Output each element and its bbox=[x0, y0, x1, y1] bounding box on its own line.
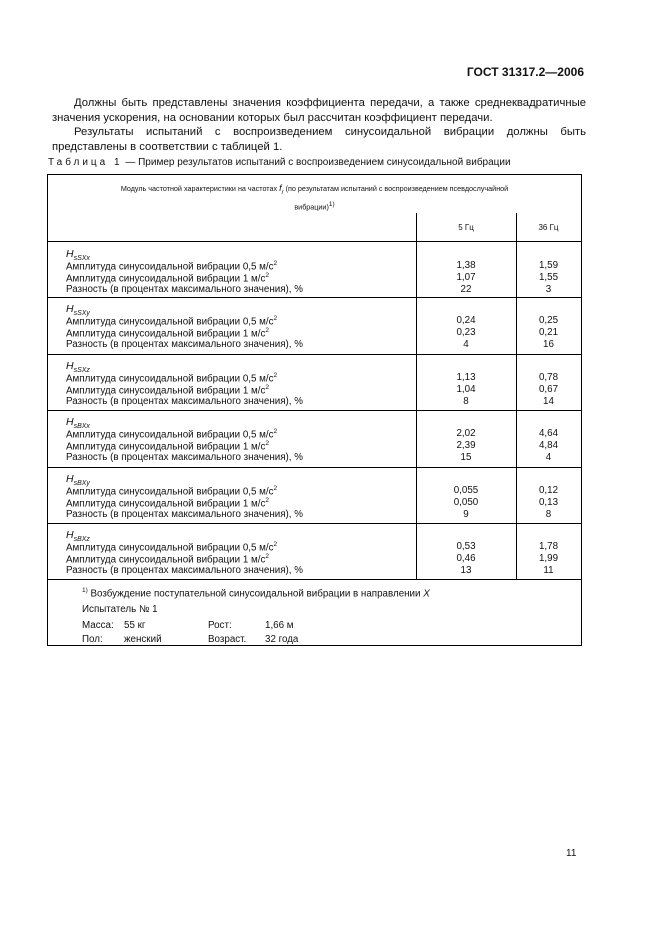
table-row bbox=[48, 497, 581, 509]
mass-value: 55 кг bbox=[124, 620, 146, 631]
table-row bbox=[48, 509, 581, 521]
group-symbol: $H_{sSXx}$ bbox=[66, 248, 90, 262]
table-row bbox=[48, 565, 581, 577]
header-line-2: вибрации) bbox=[294, 202, 329, 212]
row-label: Разность (в процентах максимального значения), % bbox=[66, 565, 303, 576]
row-label: Разность (в процентах максимального значения), % bbox=[66, 396, 303, 407]
age-label: Возраст. bbox=[208, 634, 247, 645]
group-symbol: $H_{sSXz}$ bbox=[66, 360, 90, 374]
footnote-axis: X bbox=[423, 588, 430, 600]
footnote-mark: 1) bbox=[82, 587, 88, 594]
value-5hz: 4 bbox=[463, 339, 469, 350]
value-36hz: 0,21 bbox=[538, 327, 559, 338]
age-value: 32 года bbox=[265, 634, 299, 645]
value-36hz: 1,99 bbox=[538, 553, 559, 564]
table-group bbox=[48, 523, 581, 579]
value-36hz: 4,84 bbox=[538, 440, 559, 451]
value-36hz: 0,78 bbox=[538, 372, 559, 383]
value-36hz: 8 bbox=[545, 509, 552, 520]
column-header-5hz: 5 Гц bbox=[458, 223, 474, 232]
value-36hz: 0,67 bbox=[538, 384, 559, 395]
row-label: Амплитуда синусоидальной вибрации 0,5 $м/с^2$ bbox=[66, 485, 278, 498]
table-row bbox=[48, 315, 581, 327]
value-36hz: 0,25 bbox=[538, 315, 559, 326]
row-label: Амплитуда синусоидальной вибрации 1 $м/с^2$ bbox=[66, 440, 269, 453]
header-line-1: Модуль частотной характеристики на частотах bbox=[120, 184, 278, 193]
table-caption bbox=[48, 157, 511, 168]
value-36hz: 1,59 bbox=[538, 260, 559, 271]
footnote-text: Возбуждение поступательной синусоидальной вибрации в направлении bbox=[90, 588, 421, 600]
intro-text bbox=[52, 96, 586, 154]
table-row bbox=[48, 339, 581, 351]
row-label: Амплитуда синусоидальной вибрации 0,5 $м/с^2$ bbox=[66, 372, 278, 385]
table-row bbox=[48, 284, 581, 296]
sex-value: женский bbox=[124, 634, 162, 645]
table-row bbox=[48, 452, 581, 464]
row-label: Разность (в процентах максимального значения), % bbox=[66, 509, 303, 520]
height-value: 1,66 м bbox=[265, 620, 294, 631]
row-label: Разность (в процентах максимального значения), % bbox=[66, 452, 303, 463]
value-36hz: 16 bbox=[543, 339, 554, 350]
header-line-1-tail: (по результатам испытаний с воспроизведением псевдослучайной bbox=[285, 184, 509, 193]
value-5hz: 0,055 bbox=[453, 485, 479, 496]
table-row bbox=[48, 272, 581, 284]
mass-label: Масса: bbox=[82, 620, 114, 631]
row-label: Разность (в процентах максимального значения), % bbox=[66, 339, 303, 350]
page-number: 11 bbox=[566, 848, 577, 859]
value-5hz: 0,23 bbox=[456, 327, 476, 338]
value-36hz: 0,12 bbox=[538, 485, 559, 496]
row-label: Амплитуда синусоидальной вибрации 1 $м/с^2$ bbox=[66, 497, 269, 510]
row-label: Разность (в процентах максимального значения), % bbox=[66, 284, 303, 295]
value-5hz: 0,46 bbox=[456, 553, 476, 564]
footnote-line bbox=[82, 587, 430, 599]
group-symbol: $H_{sSXy}$ bbox=[66, 303, 90, 317]
row-label: Амплитуда синусоидальной вибрации 0,5 $м/с^2$ bbox=[66, 260, 278, 273]
table-row bbox=[48, 428, 581, 440]
table-row bbox=[48, 440, 581, 452]
value-5hz: 15 bbox=[460, 452, 472, 463]
standard-number: ГОСТ 31317.2—2006 bbox=[466, 65, 584, 79]
value-36hz: 0,13 bbox=[538, 497, 559, 508]
value-5hz: 0,53 bbox=[456, 541, 476, 552]
column-header-36hz: 36 Гц bbox=[538, 223, 559, 232]
row-label: Амплитуда синусоидальной вибрации 0,5 $м/с^2$ bbox=[66, 541, 278, 554]
value-5hz: 9 bbox=[463, 509, 469, 520]
table-caption-prefix: Таблица 1 bbox=[48, 157, 123, 168]
row-label: Амплитуда синусоидальной вибрации 1 $м/с^2$ bbox=[66, 553, 269, 566]
value-5hz: 0,050 bbox=[453, 497, 479, 508]
value-36hz: 3 bbox=[545, 284, 552, 295]
tester-label: Испытатель № 1 bbox=[82, 604, 158, 615]
row-label: Амплитуда синусоидальной вибрации 1 $м/с^2$ bbox=[66, 272, 269, 285]
value-5hz: 2,39 bbox=[456, 440, 476, 451]
value-5hz: 1,13 bbox=[456, 372, 476, 383]
intro-paragraph-1: Должны быть представлены значения коэффициента передачи, а также среднеквадратичные значения ускорения, на основании которых был рассчитан коэффициент передачи. bbox=[52, 97, 586, 124]
group-symbol: $H_{sBXz}$ bbox=[66, 529, 90, 543]
value-5hz: 8 bbox=[463, 396, 469, 407]
value-36hz: 4 bbox=[545, 452, 552, 463]
value-5hz: 1,38 bbox=[456, 260, 476, 271]
table-caption-text: — Пример результатов испытаний с воспроизведением синусоидальной вибрации bbox=[125, 157, 511, 168]
header-footnote-mark: 1) bbox=[328, 200, 335, 208]
table-group bbox=[48, 467, 581, 523]
value-5hz: 1,04 bbox=[456, 384, 476, 395]
value-5hz: 0,24 bbox=[456, 315, 476, 326]
header-symbol: $f_r$ bbox=[279, 183, 284, 196]
table-row bbox=[48, 384, 581, 396]
row-label: Амплитуда синусоидальной вибрации 0,5 $м/с^2$ bbox=[66, 428, 278, 441]
group-symbol: $H_{sBXy}$ bbox=[66, 473, 90, 487]
table-header bbox=[48, 175, 581, 213]
value-36hz: 1,55 bbox=[538, 272, 559, 283]
table-divider bbox=[48, 579, 581, 580]
table-group bbox=[48, 242, 581, 297]
table-group bbox=[48, 410, 581, 467]
table-group bbox=[48, 354, 581, 410]
row-label: Амплитуда синусоидальной вибрации 1 $м/с^2$ bbox=[66, 327, 269, 340]
table-row bbox=[48, 396, 581, 408]
value-5hz: 2,02 bbox=[456, 428, 476, 439]
height-label: Рост: bbox=[208, 620, 232, 631]
sex-label: Пол: bbox=[82, 634, 103, 645]
table-group bbox=[48, 297, 581, 354]
value-5hz: 22 bbox=[460, 284, 472, 295]
table-row bbox=[48, 372, 581, 384]
value-36hz: 1,78 bbox=[538, 541, 559, 552]
table-row bbox=[48, 553, 581, 565]
value-36hz: 14 bbox=[543, 396, 554, 407]
value-5hz: 1,07 bbox=[456, 272, 476, 283]
intro-paragraph-2: Результаты испытаний с воспроизведением синусоидальной вибрации должны быть представлены в соответствии с таблицей 1. bbox=[52, 126, 586, 153]
value-5hz: 13 bbox=[460, 565, 472, 576]
value-36hz: 11 bbox=[543, 565, 554, 576]
table-row bbox=[48, 485, 581, 497]
table-row bbox=[48, 260, 581, 272]
table-row bbox=[48, 541, 581, 553]
results-table bbox=[47, 174, 582, 646]
table-row bbox=[48, 327, 581, 339]
value-36hz: 4,64 bbox=[538, 428, 559, 439]
group-symbol: $H_{sBXx}$ bbox=[66, 416, 90, 430]
row-label: Амплитуда синусоидальной вибрации 0,5 $м/с^2$ bbox=[66, 315, 278, 328]
row-label: Амплитуда синусоидальной вибрации 1 $м/с^2$ bbox=[66, 384, 269, 397]
